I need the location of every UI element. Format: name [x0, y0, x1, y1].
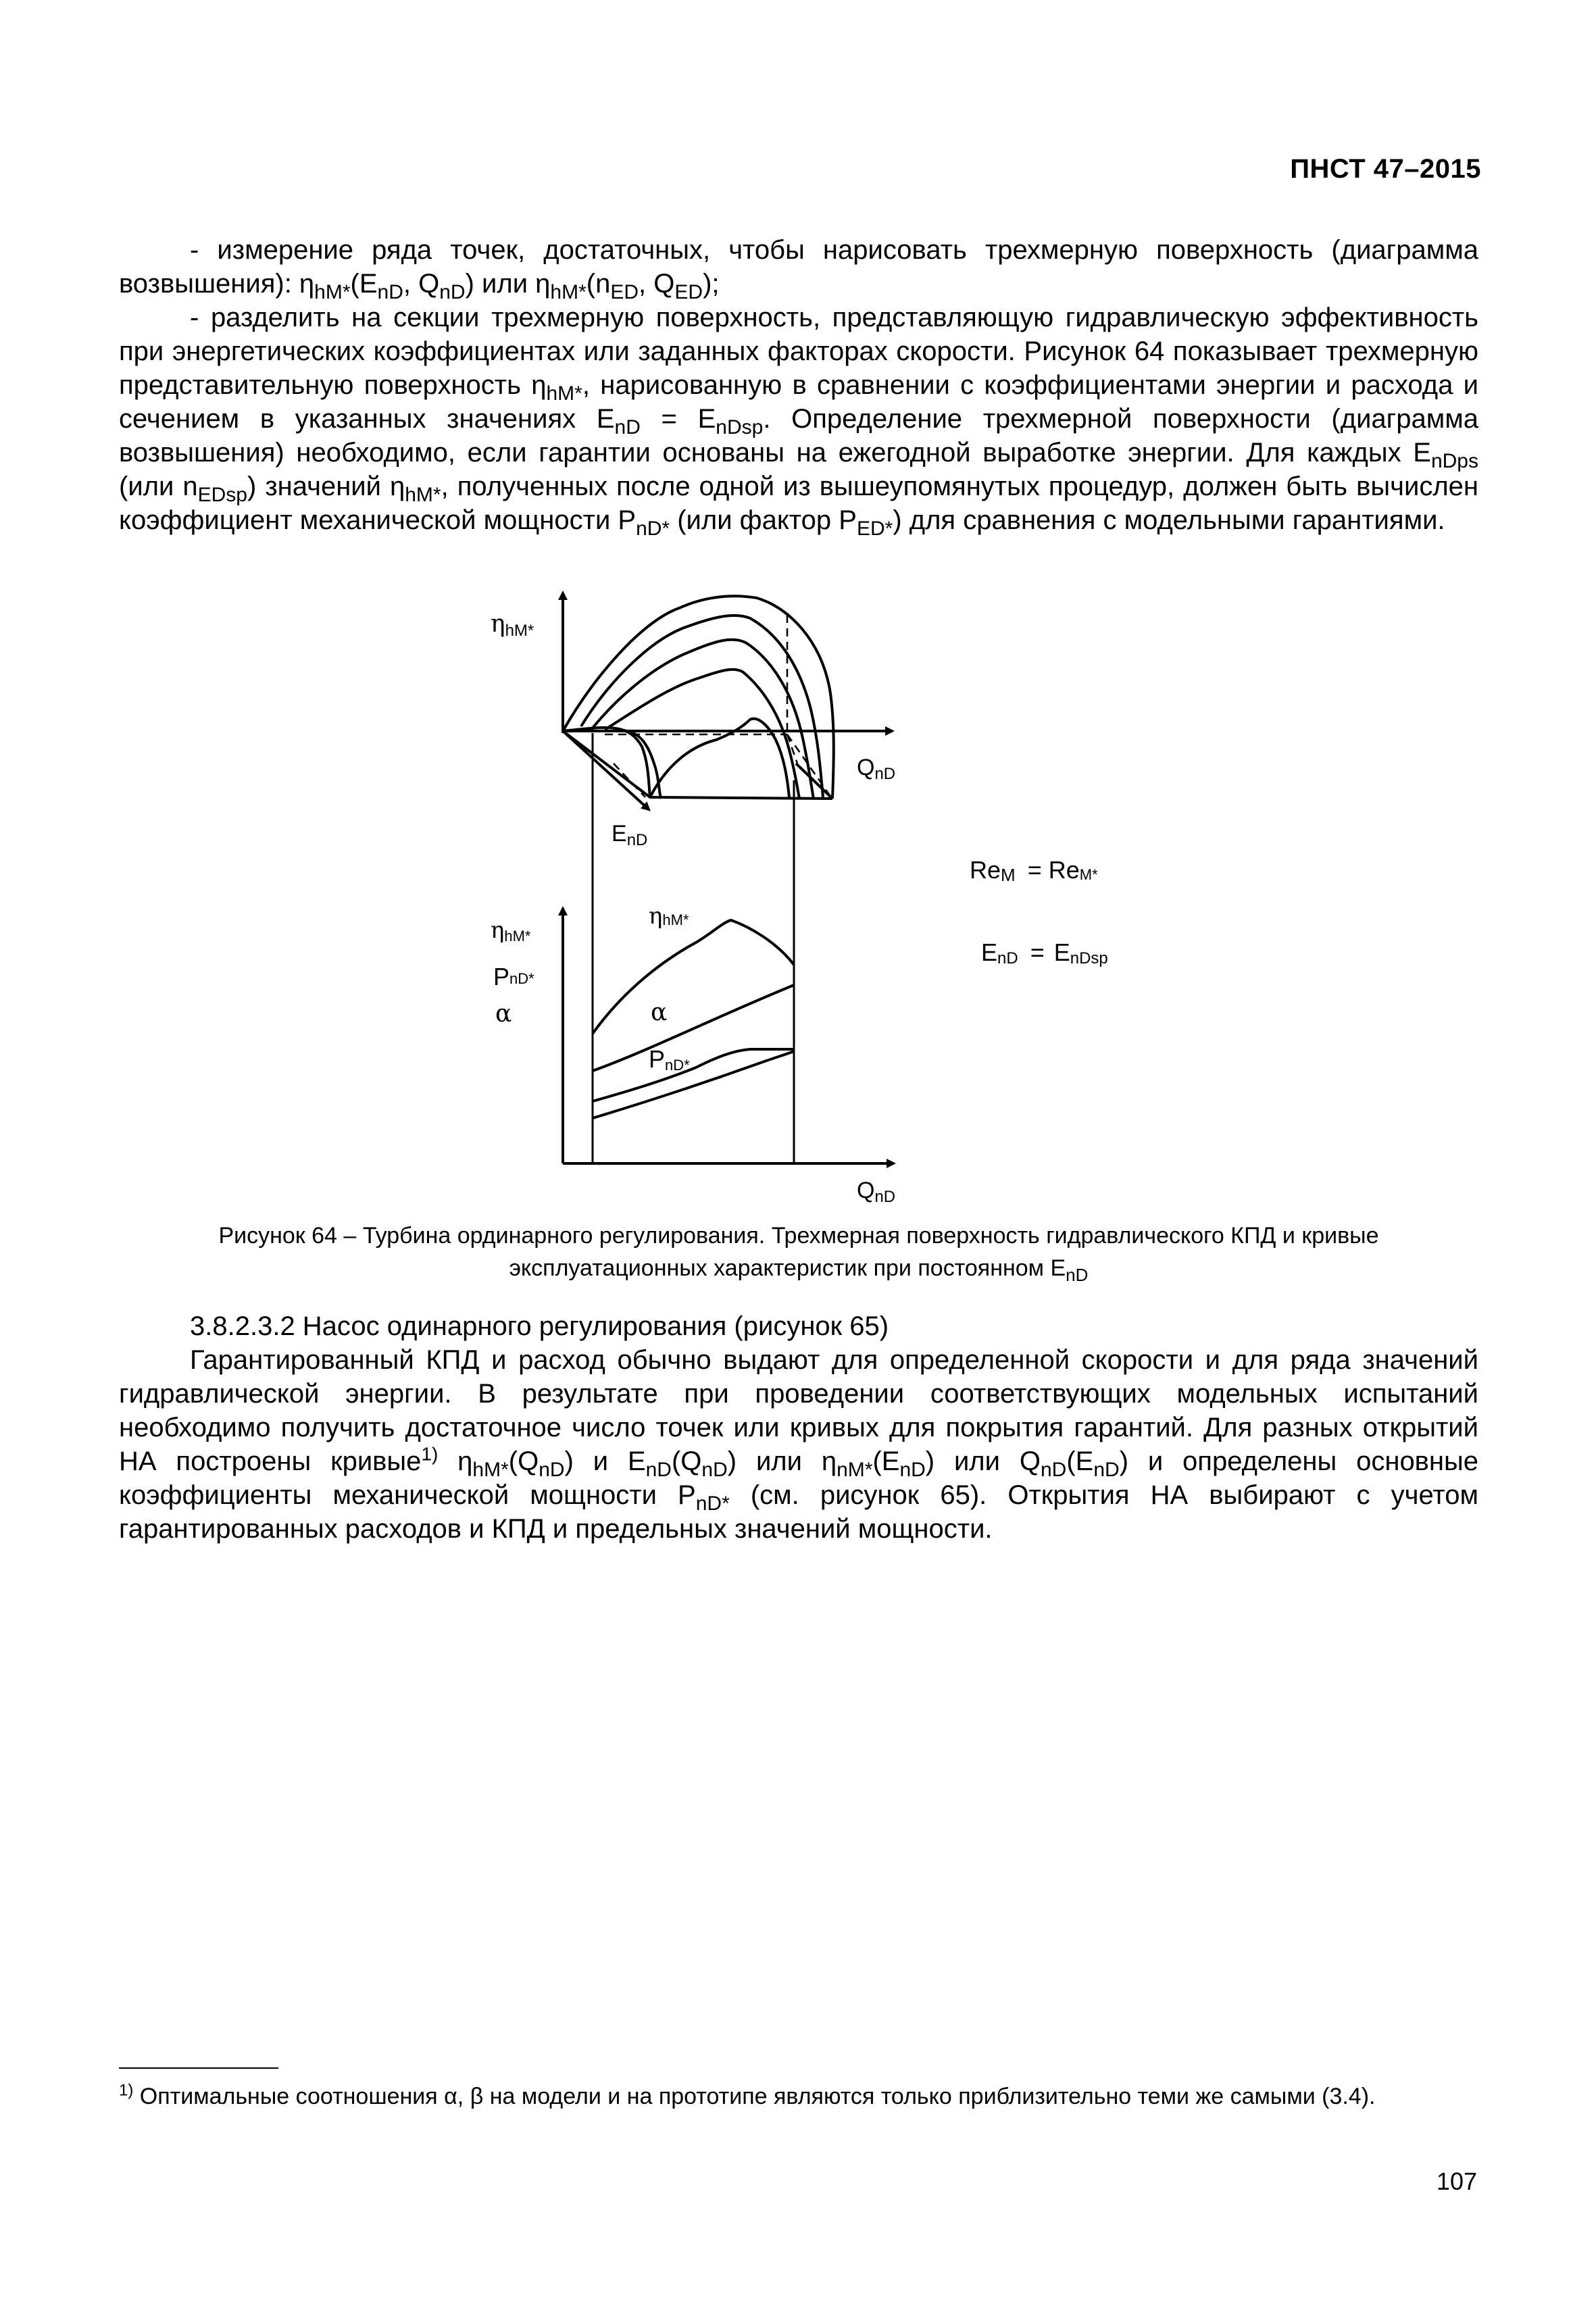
efficiency-curve	[593, 920, 794, 1034]
paragraph-sectioning: - разделить на секции трехмерную поверхность, представляющую гидравлическую эффективность при энергетических коэффициентах или заданных факторах скорости. Рисунок 64 показывает трехмерную представительную поверхность $\eta_{hM*}$, нарисованную в сравнении с коэффициентами энергии и расхода и сечением в указанных значениях $E_{nD} = E_{nDsp}$. Определение трехмерной поверхности (диаграмма возвышения) необходимо, если гарантии основаны на ежегодной выработке энергии. Для каждых $E_{nDps}$ (или $n_{EDsp}$) значений $\eta_{hM*}$, полученных после одной из вышеупомянутых процедур, должен быть вычислен коэффициент механической мощности $P_{nD*}$ (или фактор $P_{ED*}$) для сравнения с модельными гарантиями.	[119, 303, 1479, 540]
footnote: $^{1)}$ Оптимальные соотношения α, β на модели и на прототипе являются только приблизительно теми же самыми (3.4).	[119, 2081, 1376, 2109]
footnote-rule	[119, 2067, 278, 2069]
performance-x-label: QnD	[857, 1178, 896, 1206]
figure-conditions	[970, 856, 1108, 967]
curve-label-eta: ηhM*	[649, 903, 689, 930]
section-heading: 3.8.2.3.2 Насос одинарного регулирования (рисунок 65)	[190, 1311, 889, 1341]
surface-depth-axis	[563, 731, 649, 809]
surface-x-label: QnD	[857, 755, 896, 783]
condition-energy: EnD = EnDsp	[981, 938, 1108, 967]
performance-curves	[593, 920, 794, 1118]
page-number: 107	[1436, 2167, 1477, 2195]
curve-label-power: PnD*	[649, 1045, 690, 1074]
paragraph-measurement: - измерение ряда точек, достаточных, чтобы нарисовать трехмерную поверхность (диаграмма возвышения): $\eta_{hM*}(E_{nD}$, $Q_{nD}$) или $\eta_{hM*}(n_{ED}$, $Q_{ED}$);	[119, 235, 1478, 303]
performance-plot	[491, 903, 895, 1206]
performance-y-label-power: PnD*	[493, 963, 534, 990]
condition-reynolds: ReM = ReM*	[970, 856, 1098, 885]
surface-plot	[491, 593, 895, 849]
paragraph-pump: Гарантированный КПД и расход обычно выдают для определенной скорости и для ряда значений гидравлической энергии. В результате при проведении соответствующих модельных испытаний необходимо получить достаточное число точек или кривых для покрытия гарантий. Для разных открытий НА построены кривые$^{1)}$ $\eta_{hM*}(Q_{nD})$ и $E_{nD}(Q_{nD})$ или $\eta_{nM*}(E_{nD})$ или $Q_{nD}(E_{nD})$ и определены основные коэффициенты механической мощности $P_{nD*}$ (см. рисунок 65). Открытия НА выбирают с учетом гарантированных расходов и КПД и предельных значений мощности.	[119, 1345, 1479, 1544]
performance-y-label-eta: ηhM*	[491, 917, 531, 945]
performance-y-label-alpha: α	[495, 1000, 512, 1028]
curve-label-alpha: α	[651, 999, 668, 1026]
figure-caption: Рисунок 64 – Турбина ординарного регулирования. Трехмерная поверхность гидравлического КПД и кривые эксплуатационных характеристик при постоянном $E_{nD}$	[218, 1223, 1379, 1285]
power-curve	[593, 1051, 794, 1118]
standard-designation: ПНСТ 47–2015	[1290, 154, 1481, 184]
power-upper-curve	[593, 1049, 794, 1101]
surface-y-label: ηhM*	[491, 610, 534, 640]
surface-depth-label: EnD	[612, 821, 648, 849]
